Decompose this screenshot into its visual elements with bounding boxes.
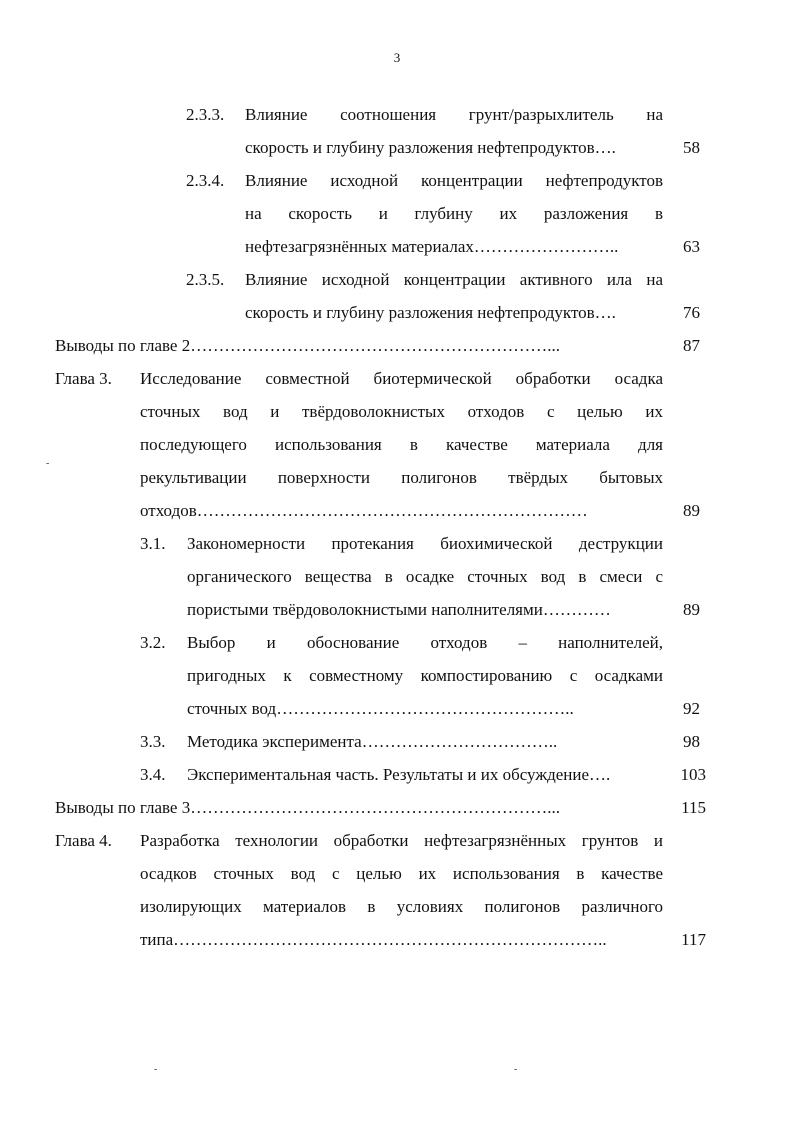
toc-entry-title: пористыми твёрдоволокнистыми наполнителями…………	[187, 600, 611, 619]
toc-number: 3.1.	[140, 534, 166, 553]
toc-entry-title: последующего использования в качестве материала для	[140, 435, 663, 454]
toc-page-number: 89	[683, 600, 700, 619]
toc-entry-title: осадков сточных вод с целью их использования в качестве	[140, 864, 663, 883]
toc-page-number: 89	[683, 501, 700, 520]
toc-entry-title: Закономерности протекания биохимической деструкции	[187, 534, 663, 553]
toc-entry-title: пригодных к совместному компостированию с осадками	[187, 666, 663, 685]
scan-speck: -	[514, 1064, 518, 1075]
toc-entry-title: Исследование совместной биотермической обработки осадка	[140, 369, 663, 388]
toc-entry-title: Разработка технологии обработки нефтезагрязнённых грунтов и	[140, 831, 663, 850]
toc-entry-title: Влияние исходной концентрации нефтепродуктов	[245, 171, 663, 190]
toc-page-number: 87	[683, 336, 700, 355]
toc-entry-title: рекультивации поверхности полигонов твёрдых бытовых	[140, 468, 663, 487]
toc-number: 2.3.3.	[186, 105, 225, 124]
scan-speck: -	[46, 458, 50, 469]
page-number: 3	[393, 50, 401, 65]
toc-entry-title: Экспериментальная часть. Результаты и их обсуждение….	[187, 765, 611, 784]
toc-entry-title: скорость и глубину разложения нефтепродуктов….	[245, 303, 616, 322]
toc-chapter-number: Глава 3.	[55, 369, 112, 388]
toc-entry-title: сточных вод……………………………………………..	[187, 699, 574, 718]
toc-chapter-number: Глава 4.	[55, 831, 112, 850]
toc-entry-title: отходов……………………………………………………………	[140, 501, 588, 520]
toc-page-number: 92	[683, 699, 700, 718]
toc-entry-title: Влияние соотношения грунт/разрыхлитель на	[245, 105, 663, 124]
toc-page-number: 103	[680, 765, 706, 784]
toc-entry-title: изолирующих материалов в условиях полигонов различного	[140, 897, 663, 916]
toc-number: 2.3.5.	[186, 270, 225, 289]
toc-page-number: 98	[683, 732, 700, 751]
toc-entry-title: Выводы по главе 2………………………………………………………...	[55, 336, 560, 355]
toc-entry-title: нефтезагрязнённых материалах……………………..	[245, 237, 619, 256]
toc-entry-title: типа…………………………………………………………………..	[140, 930, 607, 949]
toc-entry-title: Методика эксперимента……………………………..	[187, 732, 558, 751]
toc-entry-title: Выводы по главе 3………………………………………………………...	[55, 798, 560, 817]
toc-page-number: 63	[683, 237, 700, 256]
toc-page-number: 58	[683, 138, 700, 157]
toc-page-number: 76	[683, 303, 700, 322]
toc-number: 3.3.	[140, 732, 166, 751]
toc-number: 3.2.	[140, 633, 166, 652]
toc-page-number: 115	[681, 798, 706, 817]
scan-speck: -	[154, 1064, 158, 1075]
toc-page-number: 117	[681, 930, 706, 949]
toc-entry-title: Выбор и обоснование отходов – наполнителей,	[187, 633, 663, 652]
toc-number: 3.4.	[140, 765, 166, 784]
toc-entry-title: на скорость и глубину их разложения в	[245, 204, 663, 223]
toc-entry-title: органического вещества в осадке сточных вод в смеси с	[187, 567, 663, 586]
toc-entry-title: Влияние исходной концентрации активного ила на	[245, 270, 663, 289]
toc-entry-title: сточных вод и твёрдоволокнистых отходов с целью их	[140, 402, 663, 421]
toc-number: 2.3.4.	[186, 171, 225, 190]
toc-entry-title: скорость и глубину разложения нефтепродуктов….	[245, 138, 616, 157]
